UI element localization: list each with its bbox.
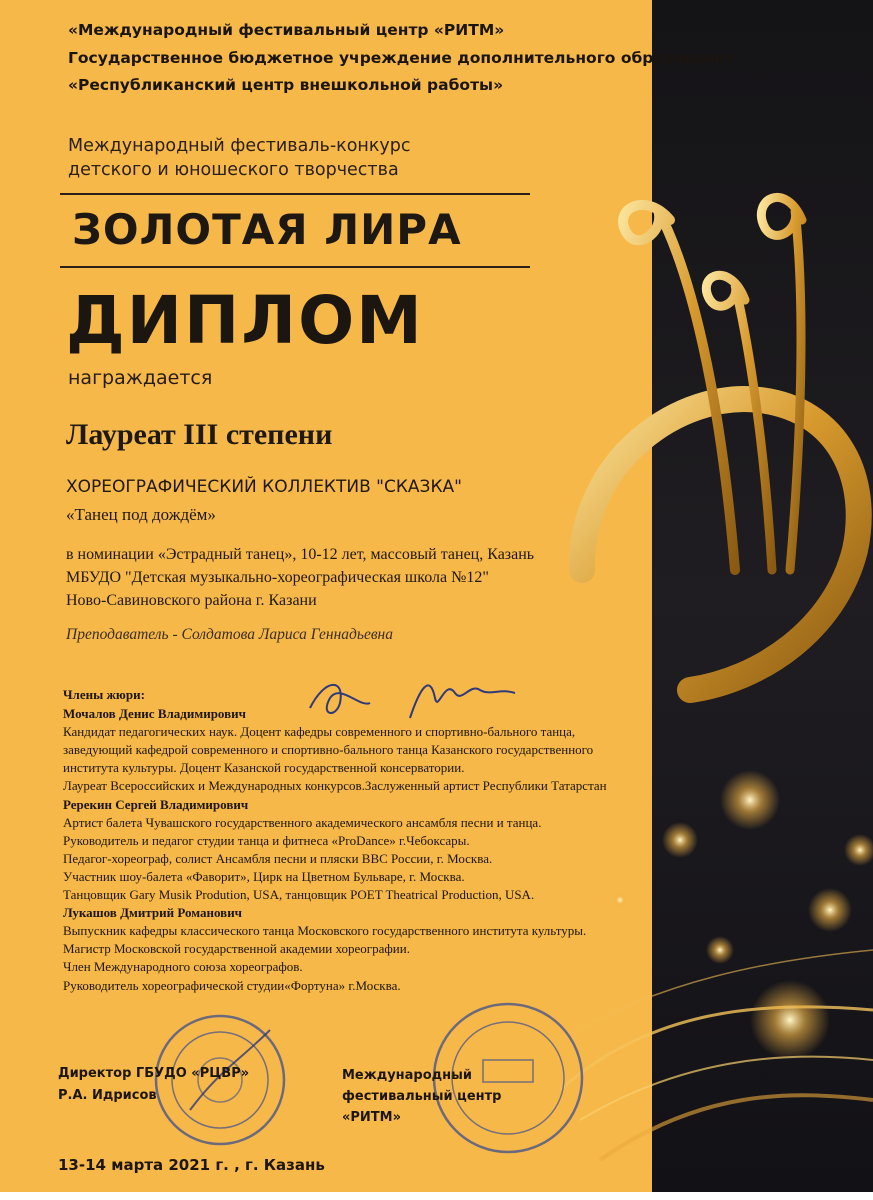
festival-line-2: детского и юношеского творчества (68, 160, 399, 180)
diploma-title: ДИПЛОМ (66, 282, 424, 359)
jury-heading: Члены жюри: (63, 687, 145, 702)
jury-member-bio-line: Танцовщик Gary Musik Prodution, USA, танцовщик POET Theatrical Production, USA. (63, 887, 535, 902)
organizer-line-2: Государственное бюджетное учреждение дополнительного образования (68, 49, 736, 67)
director-title: Директор ГБУДО «РЦВР» (58, 1066, 250, 1081)
jury-member-bio-line: Педагог-хореограф, солист Ансамбля песни и пляски ВВС России, г. Москва. (63, 850, 493, 866)
director-name: Р.А. Идрисов (58, 1088, 157, 1103)
festival-center-line-2: фестивальный центр (342, 1089, 502, 1104)
nomination-text: в номинации «Эстрадный танец», 10-12 лет, массовый танец, Казань (66, 546, 535, 563)
piece-title: «Танец под дождём» (66, 505, 216, 524)
awarded-label: награждается (68, 367, 213, 389)
jury-member-bio-line: Магистр Московской государственной академии хореографии. (63, 941, 410, 957)
jury-member-bio-line: Лауреат Всероссийских и Международных конкурсов.Заслуженный артист Республики Татарстан (63, 778, 607, 794)
festival-line-1: Международный фестиваль-конкурс (68, 136, 411, 156)
jury-member-bio-line: заведующий кафедрой современного и спортивно-бального танца Казанского государственного (63, 742, 594, 758)
jury-member-bio-line: Участник шоу-балета «Фаворит», Цирк на Цветном Бульваре, г. Москва. (63, 868, 465, 884)
jury-member-bio-line: Руководитель хореографической студии«Фортуна» г.Москва. (63, 977, 401, 993)
school-line-1: МБУДО "Детская музыкально-хореографическая школа №12" (66, 569, 489, 586)
event-date: 13-14 марта 2021 г. , г. Казань (58, 1156, 325, 1174)
jury-member-bio-line: Член Международного союза хореографов. (63, 959, 303, 975)
festival-center-line-3: «РИТМ» (342, 1110, 402, 1125)
jury-member-name: Лукашов Дмитрий Романович (63, 905, 243, 921)
jury-member-name: Мочалов Денис Владимирович (63, 706, 246, 721)
festival-name: ЗОЛОТАЯ ЛИРА (72, 205, 462, 254)
organizer-line-1: «Международный фестивальный центр «РИТМ» (68, 21, 505, 39)
jury-member-bio-line: Выпускник кафедры классического танца Московского государственного института культуры. (63, 923, 587, 939)
top-rule (60, 193, 530, 195)
bottom-rule (60, 266, 530, 268)
festival-center-line-1: Международный (342, 1068, 472, 1083)
laureate-degree: Лауреат III степени (66, 418, 333, 451)
jury-member-bio-line: Руководитель и педагог студии танца и фитнеса «ProDance» г.Чебоксары. (63, 832, 470, 848)
school-line-2: Ново-Савиновского района г. Казани (66, 592, 317, 609)
golden-lyre-emblem (540, 150, 873, 710)
jury-member-bio-line: института культуры. Доцент Казанской государственной консерватории. (63, 760, 465, 776)
organizer-line-3: «Республиканский центр внешкольной работы» (68, 76, 504, 94)
handwritten-signature (300, 668, 530, 728)
jury-member-name: Ререкин Сергей Владимирович (63, 796, 249, 812)
teacher-line: Преподаватель - Солдатова Лариса Геннадьевна (66, 626, 393, 643)
collective-name: ХОРЕОГРАФИЧЕСКИЙ КОЛЛЕКТИВ "СКАЗКА" (66, 477, 462, 497)
jury-member-bio-line: Артист балета Чувашского государственного академического ансамбля песни и танца. (63, 814, 542, 830)
jury-member-bio-line: Кандидат педагогических наук. Доцент кафедры современного и спортивно-бального танца, (63, 724, 576, 740)
golden-lights-decoration (560, 760, 873, 1192)
